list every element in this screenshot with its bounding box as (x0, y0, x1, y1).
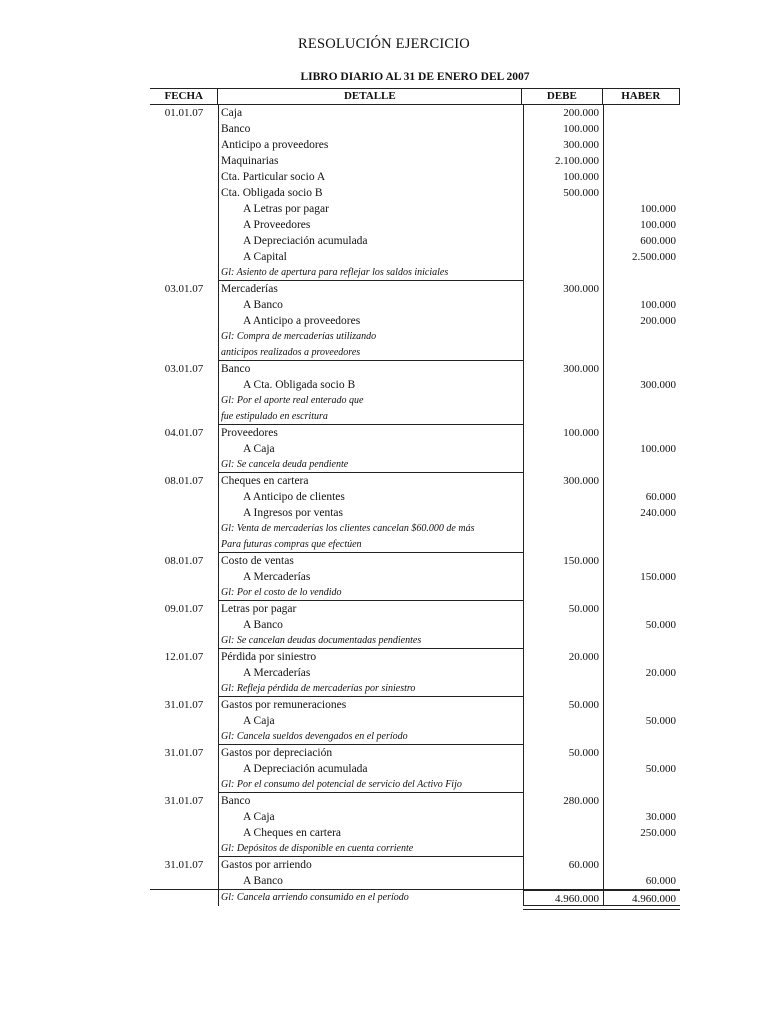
ledger-row (150, 857, 680, 873)
debit-cell (523, 489, 603, 505)
ledger-row (150, 681, 680, 697)
date-cell (150, 569, 218, 585)
date-cell (150, 777, 218, 793)
ledger-row (150, 425, 680, 441)
detail-cell: Banco (218, 793, 523, 809)
ledger-row (150, 473, 680, 489)
detail-cell: A Anticipo a proveedores (218, 313, 523, 329)
ledger-row (150, 153, 680, 169)
debit-cell (523, 841, 603, 857)
date-cell (150, 489, 218, 505)
ledger-row (150, 217, 680, 233)
ledger-row (150, 249, 680, 265)
date-cell (150, 217, 218, 233)
credit-cell (603, 393, 680, 409)
detail-cell: A Caja (218, 713, 523, 729)
debit-cell: 300.000 (523, 137, 603, 153)
detail-cell: Gl: Se cancelan deudas documentadas pendientes (218, 633, 523, 649)
totals-double-rule (523, 905, 680, 910)
ledger-row (150, 569, 680, 585)
credit-cell (603, 633, 680, 649)
debit-cell: 500.000 (523, 185, 603, 201)
ledger-row (150, 697, 680, 713)
date-cell: 08.01.07 (164, 475, 204, 487)
debit-cell (523, 825, 603, 841)
detail-cell: Gl: Compra de mercaderías utilizando (218, 329, 523, 345)
credit-cell (603, 857, 680, 873)
credit-cell (603, 745, 680, 761)
detail-cell: A Banco (218, 873, 523, 889)
detail-cell: Costo de ventas (218, 553, 523, 569)
ledger-row (150, 169, 680, 185)
debit-cell (523, 313, 603, 329)
debit-cell (523, 617, 603, 633)
detail-cell: A Ingresos por ventas (218, 505, 523, 521)
credit-cell (603, 553, 680, 569)
credit-cell (603, 409, 680, 425)
detail-cell: Gl: Se cancela deuda pendiente (218, 457, 523, 473)
date-cell (150, 345, 218, 361)
credit-cell (603, 777, 680, 793)
credit-cell: 50.000 (603, 617, 680, 633)
debit-cell (523, 713, 603, 729)
ledger-row (150, 105, 680, 121)
date-cell: 01.01.07 (164, 107, 204, 119)
ledger-row (150, 761, 680, 777)
debit-cell (523, 521, 603, 537)
credit-cell (603, 729, 680, 745)
credit-cell: 20.000 (603, 665, 680, 681)
ledger-row (150, 793, 680, 809)
ledger-row (150, 121, 680, 137)
debit-cell: 50.000 (523, 697, 603, 713)
ledger-row (150, 585, 680, 601)
detail-cell: Gl: Por el consumo del potencial de servicio del Activo Fijo (218, 777, 523, 793)
date-cell (150, 890, 218, 906)
detail-cell: Gl: Venta de mercaderías los clientes cancelan $60.000 de más (218, 521, 523, 537)
date-cell: 31.01.07 (164, 795, 204, 807)
ledger-row (150, 233, 680, 249)
detail-cell: anticipos realizados a proveedores (218, 345, 523, 361)
debit-cell: 100.000 (523, 121, 603, 137)
debit-cell: 50.000 (523, 745, 603, 761)
debit-cell (523, 505, 603, 521)
debit-cell (523, 633, 603, 649)
header-fecha: FECHA (164, 90, 203, 102)
date-cell (150, 441, 218, 457)
date-cell: 31.01.07 (164, 859, 204, 871)
ledger-row (150, 617, 680, 633)
credit-cell (603, 473, 680, 489)
date-cell (150, 329, 218, 345)
detail-cell: A Depreciación acumulada (218, 761, 523, 777)
date-cell: 03.01.07 (164, 283, 204, 295)
date-cell (150, 841, 218, 857)
debit-cell: 300.000 (523, 361, 603, 377)
detail-cell: Pérdida por siniestro (218, 649, 523, 665)
ledger-row (150, 521, 680, 537)
debit-cell: 300.000 (523, 473, 603, 489)
debit-cell: 200.000 (523, 105, 603, 121)
date-cell (150, 537, 218, 553)
detail-cell: Gl: Por el aporte real enterado que (218, 393, 523, 409)
debit-cell (523, 329, 603, 345)
date-cell (150, 185, 218, 201)
ledger-row (150, 281, 680, 297)
detail-cell: Anticipo a proveedores (218, 137, 523, 153)
debit-cell (523, 249, 603, 265)
debit-cell (523, 809, 603, 825)
debit-cell (523, 729, 603, 745)
credit-cell: 30.000 (603, 809, 680, 825)
credit-cell (603, 649, 680, 665)
ledger-row (150, 265, 680, 281)
credit-cell: 150.000 (603, 569, 680, 585)
date-cell (150, 265, 218, 281)
credit-cell (603, 457, 680, 473)
date-cell (150, 825, 218, 841)
date-cell: 08.01.07 (164, 555, 204, 567)
debit-cell (523, 345, 603, 361)
debit-cell: 50.000 (523, 601, 603, 617)
debit-cell (523, 393, 603, 409)
credit-cell (603, 585, 680, 601)
ledger-row (150, 873, 680, 889)
detail-cell: A Cheques en cartera (218, 825, 523, 841)
ledger-row (150, 393, 680, 409)
credit-cell (603, 105, 680, 121)
detail-cell: Gl: Por el costo de lo vendido (218, 585, 523, 601)
credit-cell (603, 345, 680, 361)
detail-cell: A Letras por pagar (218, 201, 523, 217)
ledger-row (150, 329, 680, 345)
ledger-row (150, 409, 680, 425)
detail-cell: Proveedores (218, 425, 523, 441)
header-haber: HABER (602, 89, 680, 104)
credit-cell (603, 361, 680, 377)
detail-cell: Banco (218, 361, 523, 377)
credit-cell (603, 697, 680, 713)
detail-cell: Cheques en cartera (218, 473, 523, 489)
credit-cell: 2.500.000 (603, 249, 680, 265)
credit-cell: 60.000 (603, 489, 680, 505)
credit-cell (603, 425, 680, 441)
ledger-row (150, 345, 680, 361)
credit-cell (603, 281, 680, 297)
credit-cell (603, 169, 680, 185)
detail-cell: Gastos por arriendo (218, 857, 523, 873)
credit-cell (603, 329, 680, 345)
detail-cell: Banco (218, 121, 523, 137)
date-cell: 03.01.07 (164, 363, 204, 375)
date-cell: 04.01.07 (164, 427, 204, 439)
debit-cell (523, 569, 603, 585)
date-cell (150, 313, 218, 329)
debit-cell (523, 777, 603, 793)
debit-cell (523, 297, 603, 313)
detail-cell: A Anticipo de clientes (218, 489, 523, 505)
debit-cell (523, 681, 603, 697)
debit-cell (523, 457, 603, 473)
debit-cell (523, 665, 603, 681)
credit-cell: 100.000 (603, 441, 680, 457)
debit-cell (523, 409, 603, 425)
ledger-body (150, 105, 680, 906)
debit-cell (523, 537, 603, 553)
ledger-row (150, 601, 680, 617)
ledger-row (150, 185, 680, 201)
debit-cell (523, 873, 603, 889)
date-cell (150, 729, 218, 745)
ledger-table (150, 88, 680, 906)
ledger-row (150, 361, 680, 377)
credit-cell (603, 121, 680, 137)
ledger-row (150, 665, 680, 681)
credit-cell (603, 601, 680, 617)
credit-cell (603, 137, 680, 153)
detail-cell: Gastos por depreciación (218, 745, 523, 761)
detail-cell: A Caja (218, 809, 523, 825)
credit-cell (603, 521, 680, 537)
date-cell (150, 169, 218, 185)
credit-cell: 100.000 (603, 217, 680, 233)
detail-cell: Gl: Depósitos de disponible en cuenta corriente (218, 841, 523, 857)
ledger-row (150, 649, 680, 665)
date-cell (150, 585, 218, 601)
date-cell: 31.01.07 (164, 699, 204, 711)
ledger-row (150, 457, 680, 473)
ledger-row (150, 729, 680, 745)
date-cell (150, 249, 218, 265)
date-cell (150, 121, 218, 137)
date-cell (150, 377, 218, 393)
ledger-row (150, 377, 680, 393)
date-cell (150, 137, 218, 153)
detail-cell: A Capital (218, 249, 523, 265)
credit-cell: 240.000 (603, 505, 680, 521)
date-cell (150, 681, 218, 697)
debit-cell (523, 761, 603, 777)
date-cell (150, 505, 218, 521)
detail-cell: A Banco (218, 297, 523, 313)
credit-cell (603, 537, 680, 553)
debit-cell: 300.000 (523, 281, 603, 297)
ledger-row (150, 889, 680, 906)
date-cell: 31.01.07 (164, 747, 204, 759)
detail-cell: Para futuras compras que efectúen (218, 537, 523, 553)
detail-cell: A Proveedores (218, 217, 523, 233)
date-cell (150, 521, 218, 537)
ledger-row (150, 633, 680, 649)
header-debe: DEBE (521, 89, 601, 104)
detail-cell: A Mercaderías (218, 569, 523, 585)
ledger-row (150, 553, 680, 569)
debit-cell (523, 201, 603, 217)
detail-cell: A Caja (218, 441, 523, 457)
date-cell (150, 633, 218, 649)
date-cell (150, 201, 218, 217)
debit-cell: 60.000 (523, 857, 603, 873)
detail-cell: Maquinarias (218, 153, 523, 169)
credit-cell: 50.000 (603, 761, 680, 777)
detail-cell: Mercaderías (218, 281, 523, 297)
ledger-row (150, 825, 680, 841)
detail-cell: Gastos por remuneraciones (218, 697, 523, 713)
header-detalle: DETALLE (217, 89, 521, 104)
date-cell (150, 873, 218, 889)
detail-cell: Gl: Cancela sueldos devengados en el período (218, 729, 523, 745)
detail-cell: A Cta. Obligada socio B (218, 377, 523, 393)
date-cell (150, 617, 218, 633)
date-cell (150, 713, 218, 729)
debit-cell (523, 585, 603, 601)
detail-cell: Gl: Refleja pérdida de mercaderías por siniestro (218, 681, 523, 697)
detail-cell: Cta. Particular socio A (218, 169, 523, 185)
debit-cell (523, 265, 603, 281)
ledger-row (150, 313, 680, 329)
debit-cell: 100.000 (523, 425, 603, 441)
debit-cell: 100.000 (523, 169, 603, 185)
detail-cell: Letras por pagar (218, 601, 523, 617)
detail-cell: A Mercaderías (218, 665, 523, 681)
debit-cell (523, 233, 603, 249)
credit-cell: 4.960.000 (603, 890, 680, 906)
credit-cell (603, 265, 680, 281)
ledger-row (150, 777, 680, 793)
credit-cell (603, 153, 680, 169)
ledger-row (150, 441, 680, 457)
detail-cell: Gl: Asiento de apertura para reflejar los saldos iniciales (218, 265, 523, 281)
detail-cell: Cta. Obligada socio B (218, 185, 523, 201)
date-cell (150, 153, 218, 169)
debit-cell (523, 441, 603, 457)
date-cell (150, 665, 218, 681)
debit-cell: 4.960.000 (523, 890, 603, 906)
detail-cell: A Banco (218, 617, 523, 633)
credit-cell (603, 681, 680, 697)
date-cell (150, 233, 218, 249)
date-cell (150, 393, 218, 409)
detail-cell: Caja (218, 105, 523, 121)
ledger-row (150, 745, 680, 761)
ledger-row (150, 841, 680, 857)
detail-cell: fue estipulado en escritura (218, 409, 523, 425)
ledger-row (150, 297, 680, 313)
credit-cell: 100.000 (603, 201, 680, 217)
credit-cell (603, 793, 680, 809)
debit-cell (523, 217, 603, 233)
date-cell (150, 457, 218, 473)
debit-cell: 150.000 (523, 553, 603, 569)
debit-cell: 2.100.000 (523, 153, 603, 169)
date-cell (150, 409, 218, 425)
debit-cell (523, 377, 603, 393)
credit-cell: 300.000 (603, 377, 680, 393)
credit-cell: 250.000 (603, 825, 680, 841)
ledger-row (150, 809, 680, 825)
credit-cell: 50.000 (603, 713, 680, 729)
debit-cell: 20.000 (523, 649, 603, 665)
ledger-row (150, 137, 680, 153)
date-cell (150, 761, 218, 777)
ledger-title: LIBRO DIARIO AL 31 DE ENERO DEL 2007 (300, 71, 530, 83)
credit-cell: 60.000 (603, 873, 680, 889)
credit-cell: 200.000 (603, 313, 680, 329)
detail-cell: Gl: Cancela arriendo consumido en el período (218, 890, 523, 906)
credit-cell (603, 841, 680, 857)
date-cell: 09.01.07 (164, 603, 204, 615)
debit-cell: 280.000 (523, 793, 603, 809)
ledger-row (150, 537, 680, 553)
date-cell: 12.01.07 (164, 651, 204, 663)
date-cell (150, 809, 218, 825)
ledger-header-row (150, 88, 680, 105)
date-cell (150, 297, 218, 313)
ledger-row (150, 713, 680, 729)
ledger-row (150, 489, 680, 505)
detail-cell: A Depreciación acumulada (218, 233, 523, 249)
page-title: RESOLUCIÓN EJERCICIO (298, 36, 470, 52)
credit-cell: 100.000 (603, 297, 680, 313)
ledger-row (150, 201, 680, 217)
credit-cell: 600.000 (603, 233, 680, 249)
credit-cell (603, 185, 680, 201)
ledger-row (150, 505, 680, 521)
